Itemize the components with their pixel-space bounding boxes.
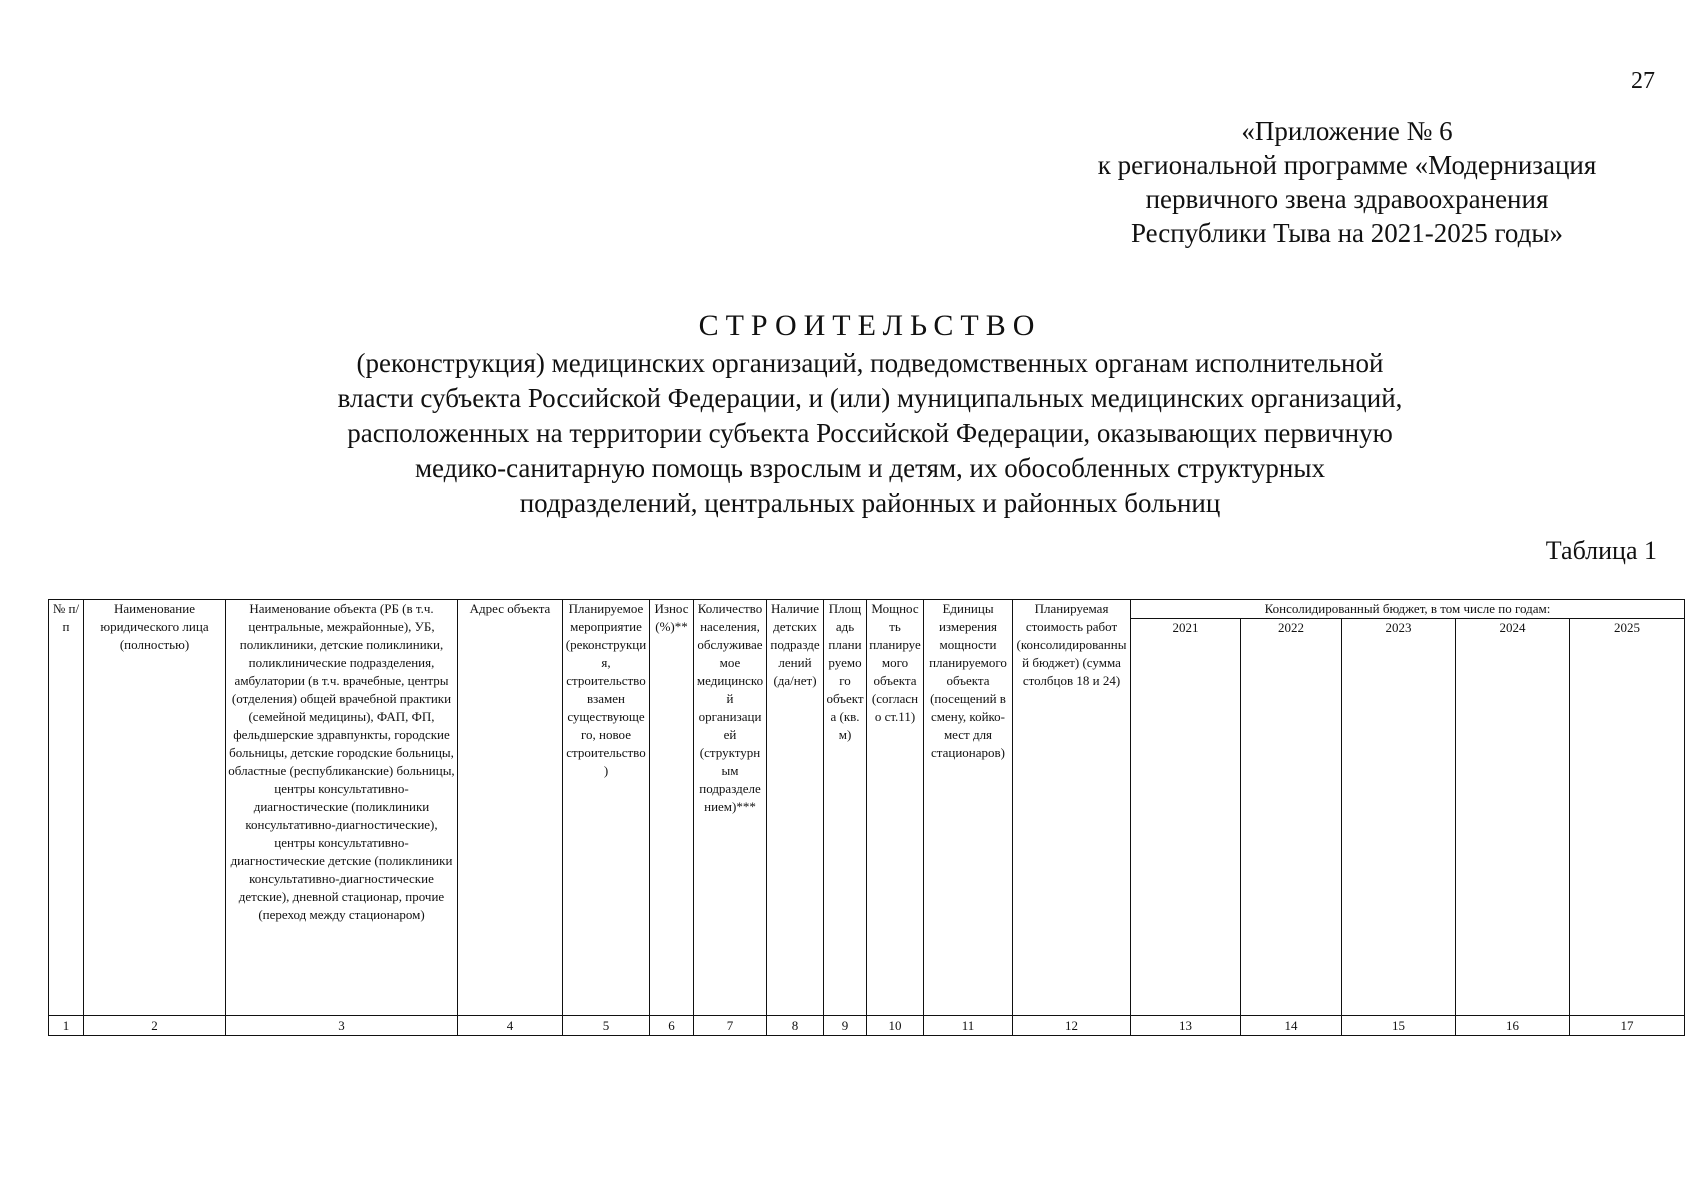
- table-label: Таблица 1: [1545, 536, 1657, 565]
- table-header-row: [49, 600, 1685, 619]
- column-number-cell: 11: [924, 1016, 1013, 1036]
- header-cell-planned-measure: Планируемое мероприятие (реконструкция, строительство взамен существующего, новое строительство): [563, 600, 650, 1016]
- column-number-row: [49, 1016, 1685, 1036]
- subtitle-line: расположенных на территории субъекта Российской Федерации, оказывающих первичную: [347, 418, 1393, 448]
- header-cell-year: 2025: [1570, 619, 1685, 1016]
- header-cell-address: Адрес объекта: [458, 600, 563, 1016]
- column-number-cell: 6: [650, 1016, 694, 1036]
- header-cell-capacity-units: Единицы измерения мощности планируемого объекта (посещений в смену, койко-мест для стационаров): [924, 600, 1013, 1016]
- column-number-cell: 1: [49, 1016, 84, 1036]
- column-number-cell: 9: [824, 1016, 867, 1036]
- column-number-cell: 7: [694, 1016, 767, 1036]
- column-number-cell: 13: [1131, 1016, 1241, 1036]
- header-cell-object-name: Наименование объекта (РБ (в т.ч. центральные, межрайонные), УБ, поликлиники, детские поликлиники, поликлинические подразделения, амбулатории (в т.ч. врачебные, центры (отделения) общей врачебной практики (семейной медицины), ФАП, ФП, фельдшерские здравпункты, городские больницы, детские городские больницы, областные (республиканские) больницы, центры консультативно-диагностические (поликлиники консультативно-диагностические), центры консультативно-диагностические детские (поликлиники консультативно-диагностические детские), дневной стационар, прочие (переход между стационаром): [226, 600, 458, 1016]
- header-cell-year: 2023: [1342, 619, 1456, 1016]
- header-cell-capacity: Мощность планируемого объекта (согласно ст.11): [867, 600, 924, 1016]
- header-cell-children-units: Наличие детских подразделений (да/нет): [767, 600, 824, 1016]
- subtitle-line: (реконструкция) медицинских организаций, подведомственных органам исполнительной: [356, 348, 1384, 378]
- header-cell-population: Количество населения, обслуживаемое медицинской организацией (структурным подразделением)***: [694, 600, 767, 1016]
- appendix-reference: [1037, 114, 1657, 250]
- column-number-cell: 5: [563, 1016, 650, 1036]
- header-cell-area: Площадь планируемого объекта (кв. м): [824, 600, 867, 1016]
- column-number-cell: 12: [1013, 1016, 1131, 1036]
- document-subtitle: [250, 346, 1490, 521]
- subtitle-line: подразделений, центральных районных и районных больниц: [519, 488, 1221, 518]
- subtitle-line: власти субъекта Российской Федерации, и (или) муниципальных медицинских организаций,: [337, 383, 1403, 413]
- appendix-line: первичного звена здравоохранения: [1145, 184, 1549, 214]
- header-cell-year: 2021: [1131, 619, 1241, 1016]
- column-number-cell: 8: [767, 1016, 824, 1036]
- column-number-cell: 2: [84, 1016, 226, 1036]
- column-number-cell: 15: [1342, 1016, 1456, 1036]
- header-cell-planned-cost: Планируемая стоимость работ (консолидированный бюджет) (сумма столбцов 18 и 24): [1013, 600, 1131, 1016]
- header-cell-wear: Износ (%)**: [650, 600, 694, 1016]
- appendix-line: Республики Тыва на 2021-2025 годы»: [1130, 218, 1564, 248]
- document-title: СТРОИТЕЛЬСТВО: [698, 309, 1042, 342]
- appendix-line: к региональной программе «Модернизация: [1097, 150, 1597, 180]
- header-cell-number: № п/п: [49, 600, 84, 1016]
- column-number-cell: 4: [458, 1016, 563, 1036]
- column-number-cell: 10: [867, 1016, 924, 1036]
- column-number-cell: 16: [1456, 1016, 1570, 1036]
- column-number-cell: 17: [1570, 1016, 1685, 1036]
- document-heading: [250, 308, 1490, 521]
- header-cell-year: 2022: [1241, 619, 1342, 1016]
- header-cell-year: 2024: [1456, 619, 1570, 1016]
- construction-table: [48, 599, 1685, 1036]
- column-number-cell: 3: [226, 1016, 458, 1036]
- page-number: 27: [1631, 68, 1655, 94]
- appendix-line: «Приложение № 6: [1241, 116, 1453, 146]
- header-cell-legal-entity: Наименование юридического лица (полностью): [84, 600, 226, 1016]
- subtitle-line: медико-санитарную помощь взрослым и детям, их обособленных структурных: [414, 453, 1326, 483]
- column-number-cell: 14: [1241, 1016, 1342, 1036]
- header-cell-consolidated-budget: Консолидированный бюджет, в том числе по годам:: [1131, 600, 1685, 619]
